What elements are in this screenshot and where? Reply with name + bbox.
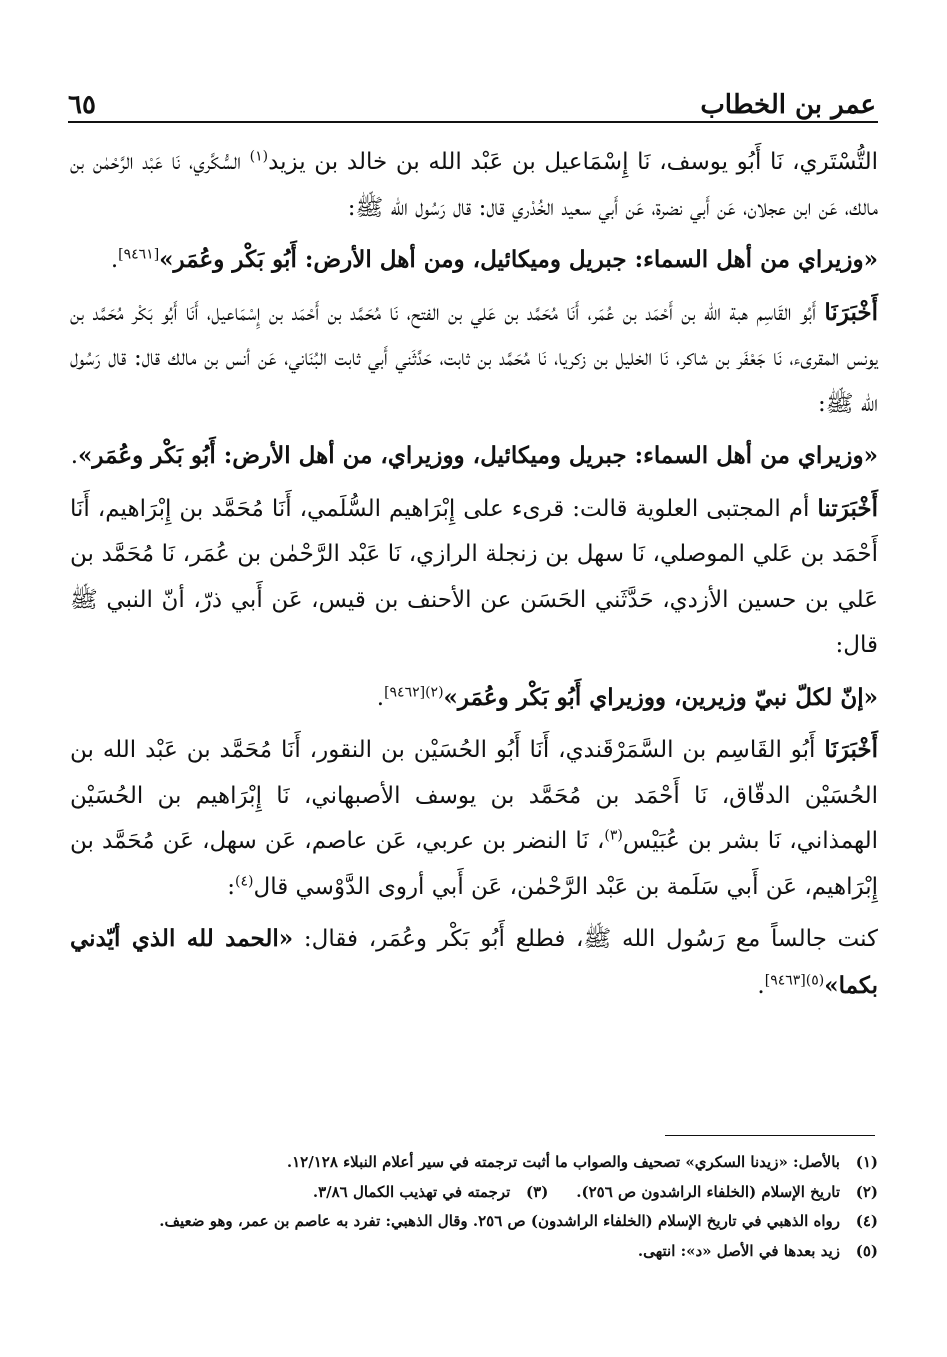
paragraph bbox=[70, 237, 878, 284]
bold-text: «وزيراي من أهل السماء: جبريل وميكائيل، ومن أهل الأرض: أَبُو بَكْر وعُمَر» bbox=[159, 246, 878, 273]
hadith-number: [٩٤٦٢] bbox=[384, 683, 426, 700]
paragraph bbox=[70, 727, 878, 910]
paragraph-text: السُّكَّري، نَا عَبْد الرَّحْمٰن بن مالك، عَن ابن عجلان، عَن أَبي نضرة، عَن أَبي سعيد الخُدْري قال: قال رَسُول الله ﷺ: bbox=[70, 149, 878, 221]
paragraph-text: كنت جالساً مع رَسُول الله ﷺ، فطلع أَبُو بَكْر وعُمَر، فقال: bbox=[293, 926, 879, 952]
bold-text: أَخْبَرَتنا bbox=[817, 494, 878, 522]
footnote-marker: (١) bbox=[249, 148, 269, 165]
paragraph-text: . bbox=[376, 684, 385, 711]
bold-text: أَخْبَرَنَا bbox=[824, 298, 878, 326]
footnote-marker: (٥) bbox=[805, 971, 825, 988]
paragraph bbox=[70, 916, 878, 1009]
paragraph-text: ، نَا النضر بن عربي، عَن عاصم، عَن سهل، عَن مُحَمَّد بن إِبْرَاهيم، عَن أَبي سَلَمة بن عَبْد الرَّحْمٰن، عَن أَبي أروى الدَّوْسي قال bbox=[70, 828, 878, 900]
bold-text: «الحمد لله الذي أيّدني بكما» bbox=[70, 925, 878, 999]
paragraph-text: . bbox=[757, 972, 765, 999]
footnote-text: ترجمته في تهذيب الكمال ٣/٨٦. bbox=[312, 1182, 511, 1201]
footnote-5 bbox=[70, 1237, 878, 1267]
paragraph-text: . bbox=[110, 247, 119, 273]
bold-text: أَخْبَرَنَا bbox=[824, 736, 878, 763]
page-number: ٦٥ bbox=[68, 90, 96, 120]
bold-text: «إنّ لكلّ نبيّ وزيرين، ووزيراي أَبُو بَكْر وعُمَر» bbox=[443, 683, 878, 711]
footnote-text: بالأصل: «زيدنا السكري» تصحيف والصواب ما أثبت ترجمته في سير أعلام النبلاء ١٢/١٢٨. bbox=[286, 1153, 840, 1171]
bold-text: «وزيراي من أهل السماء: جبريل وميكائيل، ووزيراي، من أهل الأرض: أَبُو بَكْر وعُمَر» bbox=[78, 442, 878, 469]
footnote-text: زيد بعدها في الأصل «د»: انتهى. bbox=[637, 1241, 840, 1260]
running-header bbox=[68, 80, 876, 120]
paragraph-text: التُّسْتَري، نَا أَبُو يوسف، نَا إِسْمَاعيل بن عَبْد الله بن خالد بن يزيد bbox=[268, 149, 878, 175]
paragraph bbox=[70, 140, 878, 231]
footnote-number: (٢) bbox=[855, 1182, 878, 1201]
footnotes bbox=[70, 1148, 878, 1266]
paragraph bbox=[70, 486, 878, 669]
main-text bbox=[70, 140, 878, 1015]
footnote-number: (٣) bbox=[526, 1182, 549, 1201]
footnote-4 bbox=[70, 1207, 878, 1237]
footnote-marker: (٣) bbox=[604, 827, 623, 844]
footnote-number: (٤) bbox=[855, 1212, 878, 1230]
footnote-1 bbox=[70, 1148, 878, 1178]
header-rule bbox=[68, 121, 878, 123]
footnote-number: (٥) bbox=[855, 1241, 878, 1260]
hadith-number: [٩٤٦٣] bbox=[764, 971, 806, 988]
paragraph bbox=[70, 675, 878, 722]
paragraph bbox=[70, 290, 878, 428]
paragraph-text: أَبُو القَاسِم بن السَّمَرْقَندي، أَنَا أَبُو الحُسَيْن بن النقور، أَنَا مُحَمَّد بن عَبْد الله بن الحُسَيْن الدقّاق، نَا أَحْمَد بن مُحَمَّد بن يوسف الأصبهاني، نَا إِبْرَاهيم بن الحُسَيْن الهمذاني، نَا بشر بن عُبَيْس bbox=[70, 737, 878, 854]
paragraph-text: أَبُو القَاسِم هبة الله بن أَحْمَد بن عُمَر، أَنَا مُحَمَّد بن عَلي بن الفتح، نَا مُحَمَّد بن أَحْمَد بن إِسْمَاعيل، أَنَا أَبُو بَكْر مُحَمَّد بن يونس المقرىء، نَا جَعْفَر بن شاكر، نَا الخليل بن زكريا، نَا مُحَمَّد بن ثابت، حَدَّثَني أَبي ثابت البُنَاني، عَن أنس بن مالك قال: قال رَسُول الله ﷺ: bbox=[70, 299, 878, 417]
footnote-separator bbox=[665, 1135, 875, 1136]
footnote-marker: (٢) bbox=[425, 683, 444, 700]
footnote-gap bbox=[548, 1178, 576, 1208]
footnote-marker: (٤) bbox=[235, 872, 254, 889]
header-title: عمر بن الخطاب bbox=[700, 90, 876, 120]
paragraph-text: : bbox=[227, 873, 236, 900]
footnote-text: رواه الذهبي في تاريخ الإسلام (الخلفاء الراشدون) ص ٢٥٦. وقال الذهبي: تفرد به عاصم بن عمر، وهو ضعيف. bbox=[159, 1212, 840, 1230]
footnote-2-3 bbox=[70, 1178, 878, 1208]
footnote-text: تاريخ الإسلام (الخلفاء الراشدون ص ٢٥٦). bbox=[576, 1182, 840, 1201]
paragraph bbox=[70, 433, 878, 480]
hadith-number: [٩٤٦١] bbox=[118, 246, 160, 263]
footnote-number: (١) bbox=[855, 1153, 878, 1171]
paragraph-text: أم المجتبى العلوية قالت: قرىء على إِبْرَاهيم السُّلَمي، أَنَا مُحَمَّد بن إِبْرَاهيم، أَنَا أَحْمَد بن عَلي الموصلي، نَا سهل بن زنجلة الرازي، نَا عَبْد الرَّحْمٰن بن عُمَر، نَا مُحَمَّد بن عَلي بن حسين الأزدي، حَدَّثَني الحَسَن عن الأحنف بن قيس، عَن أَبي ذرّ، أنّ النبي ﷺ قال: bbox=[70, 495, 878, 658]
paragraph-text: . bbox=[70, 443, 79, 469]
